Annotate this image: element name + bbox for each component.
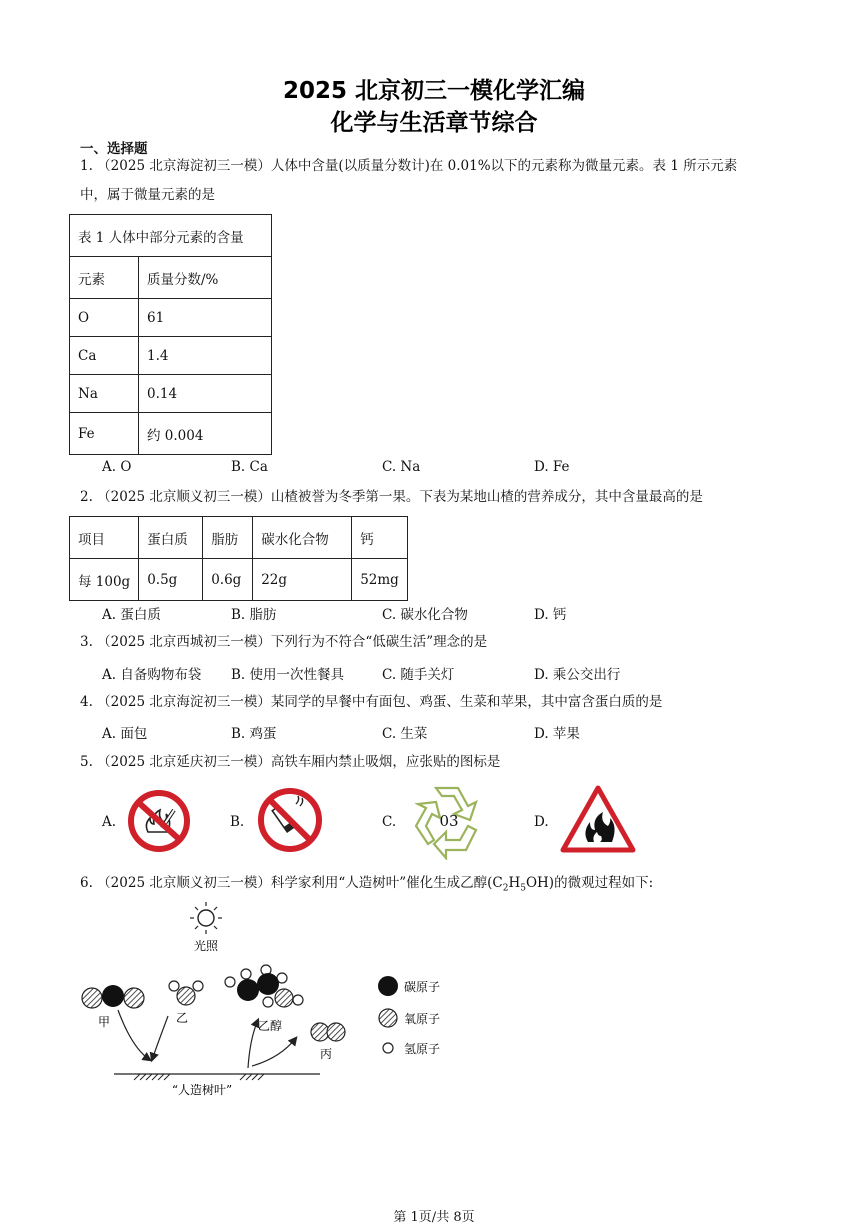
table-header-cell: 项目: [70, 517, 139, 559]
table-row: [70, 413, 272, 455]
option-b[interactable]: B. 鸡蛋: [231, 726, 277, 742]
bing-molecule: [311, 1023, 345, 1041]
option-a[interactable]: A. 面包: [102, 726, 148, 742]
option-a[interactable]: A.: [102, 814, 117, 830]
page-subtitle: 化学与生活章节综合: [330, 110, 538, 136]
hawthorn-nutrition-table: [69, 516, 408, 601]
sun-icon: [190, 902, 222, 934]
option-b[interactable]: B. Ca: [231, 459, 268, 475]
option-d[interactable]: D. Fe: [534, 459, 570, 475]
question-2-text: 2. （2025 北京顺义初三一模）山楂被誉为冬季第一果。下表为某地山楂的营养成分，其中含量最高的是: [80, 489, 703, 505]
option-c[interactable]: C. Na: [382, 459, 421, 475]
recycle-number: 03: [439, 812, 459, 830]
bing-label: 丙: [320, 1047, 333, 1061]
option-b[interactable]: B. 脂肪: [231, 607, 277, 623]
option-b[interactable]: B. 使用一次性餐具: [231, 667, 345, 683]
option-c[interactable]: C.: [382, 814, 397, 830]
leaf-label: “人造树叶”: [171, 1083, 233, 1097]
arrow-icon: [252, 1038, 296, 1066]
table-cell: 0.6g: [203, 559, 253, 601]
option-d[interactable]: D. 乘公交出行: [534, 667, 621, 683]
question-3-text: 3. （2025 北京西城初三一模）下列行为不符合“低碳生活”理念的是: [80, 634, 488, 650]
table-header-cell: 元素: [70, 257, 139, 299]
table-cell: 52mg: [352, 559, 408, 601]
option-a[interactable]: A. O: [102, 459, 132, 475]
section-heading: 一、选择题: [80, 141, 148, 157]
legend-hydrogen: 氢原子: [404, 1042, 441, 1056]
element-content-table: [69, 214, 272, 455]
table-row: [70, 559, 408, 601]
ethanol-molecule: [225, 965, 303, 1007]
jia-molecule: [82, 985, 144, 1008]
yi-label: 乙: [176, 1011, 189, 1025]
table-cell: Fe: [70, 413, 139, 455]
reaction-process-diagram: [70, 898, 470, 1098]
arrow-icon: [118, 1010, 150, 1060]
option-c[interactable]: C. 生菜: [382, 726, 428, 742]
yi-molecule: [169, 981, 203, 1005]
diagram-legend: [378, 976, 440, 1056]
table-row: [70, 299, 272, 337]
option-b[interactable]: B.: [230, 814, 245, 830]
table-header-cell: 钙: [352, 517, 408, 559]
light-label: 光照: [193, 939, 219, 953]
table-cell: 约 0.004: [139, 413, 272, 455]
arrow-icon: [248, 1020, 258, 1068]
option-d[interactable]: D. 苹果: [534, 726, 580, 742]
legend-oxygen: 氧原子: [404, 1012, 441, 1026]
legend-carbon: 碳原子: [404, 980, 441, 994]
option-c[interactable]: C. 碳水化合物: [382, 607, 468, 623]
table-cell: 0.14: [139, 375, 272, 413]
table-row: [70, 517, 408, 559]
table-header-cell: 碳水化合物: [253, 517, 352, 559]
option-a[interactable]: A. 自备购物布袋: [102, 667, 202, 683]
table-cell: 每 100g: [70, 559, 139, 601]
option-a[interactable]: A. 蛋白质: [102, 607, 161, 623]
recycle-symbol-icon[interactable]: [406, 780, 492, 860]
ethanol-label: 乙醇: [258, 1019, 283, 1033]
table-header-cell: 蛋白质: [139, 517, 203, 559]
page-title: 2025 北京初三一模化学汇编: [282, 78, 586, 104]
jia-label: 甲: [98, 1015, 111, 1029]
no-smoking-sign-icon[interactable]: [256, 786, 324, 854]
flammable-warning-sign-icon[interactable]: [560, 784, 636, 854]
table-header-cell: 质量分数/%: [139, 257, 272, 299]
table-header-cell: 脂肪: [203, 517, 253, 559]
table-row: [70, 337, 272, 375]
question-1-text-line2: 中，属于微量元素的是: [80, 187, 215, 203]
arrow-icon: [152, 1016, 168, 1060]
table-cell: 0.5g: [139, 559, 203, 601]
table-cell: O: [70, 299, 139, 337]
question-6-text: 6. （2025 北京顺义初三一模）科学家利用“人造树叶”催化生成乙醇$(C_2H_5OH)$的微观过程如下:: [80, 875, 654, 894]
option-c[interactable]: C. 随手关灯: [382, 667, 455, 683]
table-cell: 61: [139, 299, 272, 337]
table-cell: 1.4: [139, 337, 272, 375]
option-d[interactable]: D. 钙: [534, 607, 567, 623]
question-5-text: 5. （2025 北京延庆初三一模）高铁车厢内禁止吸烟，应张贴的图标是: [80, 754, 501, 770]
table-cell: 22g: [253, 559, 352, 601]
question-4-text: 4. （2025 北京海淀初三一模）某同学的早餐中有面包、鸡蛋、生菜和苹果，其中富含蛋白质的是: [80, 694, 663, 710]
question-1-text-line1: 1. （2025 北京海淀初三一模）人体中含量(以质量分数计)在 0.01%以下的元素称为微量元素。表 1 所示元素: [80, 158, 738, 174]
table-cell: Ca: [70, 337, 139, 375]
table-row: [70, 375, 272, 413]
option-d[interactable]: D.: [534, 814, 549, 830]
page-number: 第 1页/共 8页: [393, 1210, 475, 1225]
table-cell: Na: [70, 375, 139, 413]
no-fire-smoking-sign-icon[interactable]: [126, 788, 192, 854]
table-caption: 表 1 人体中部分元素的含量: [70, 215, 272, 257]
